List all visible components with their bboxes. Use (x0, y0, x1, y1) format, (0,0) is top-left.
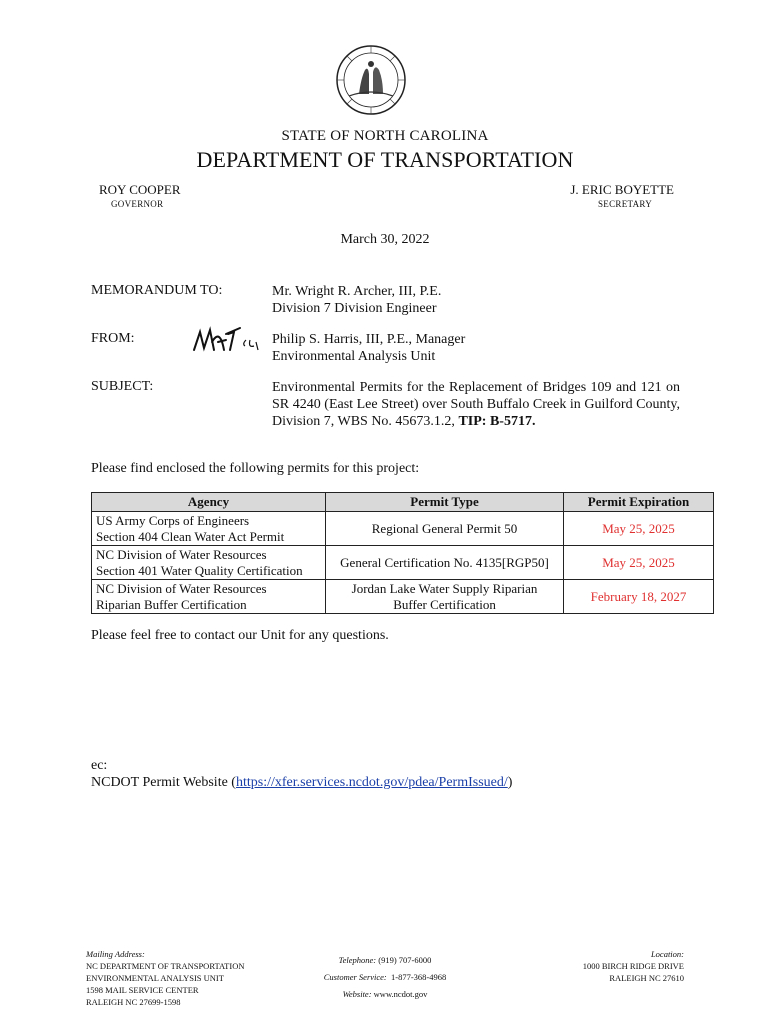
header-permit-type: Permit Type (326, 493, 564, 512)
permit-type-line1: Jordan Lake Water Supply Riparian (351, 580, 538, 596)
footer-location (583, 948, 684, 984)
agency-section: Riparian Buffer Certification (96, 596, 247, 612)
intro-text: Please find enclosed the following permits for this project: (91, 461, 420, 476)
memo-to-label: MEMORANDUM TO: (91, 283, 223, 298)
location-line: RALEIGH NC 27610 (609, 973, 684, 983)
mailing-line: RALEIGH NC 27699-1598 (86, 997, 181, 1007)
telephone-label: Telephone: (338, 955, 377, 965)
agency-cell (92, 546, 326, 580)
ec-label: ec: (91, 758, 108, 773)
sender-unit: Environmental Analysis Unit (272, 349, 436, 364)
memo-date: March 30, 2022 (340, 232, 430, 247)
table-header-row (92, 493, 714, 512)
memo-from-sender (272, 331, 465, 365)
agency-name: NC Division of Water Resources (96, 580, 267, 596)
ec-line (91, 774, 512, 791)
sender-name: Philip S. Harris, III, P.E., Manager (272, 332, 466, 347)
handwritten-signature (190, 320, 270, 360)
website-line (0, 988, 770, 1000)
permit-website-link[interactable]: https://xfer.services.ncdot.gov/pdea/PermIssued/ (235, 775, 508, 790)
memo-to-recipient (272, 283, 441, 317)
governor-title: GOVERNOR (111, 199, 164, 209)
department-heading: DEPARTMENT OF TRANSPORTATION (196, 147, 574, 172)
memo-subject-label: SUBJECT: (91, 379, 154, 394)
website-label: Website: (342, 989, 372, 999)
permit-expiration-cell: February 18, 2027 (564, 580, 714, 614)
website-url: www.ncdot.gov (373, 989, 428, 999)
table-row (92, 512, 714, 546)
recipient-name: Mr. Wright R. Archer, III, P.E. (272, 284, 442, 299)
recipient-title: Division 7 Division Engineer (272, 301, 437, 316)
governor-name: ROY COOPER (99, 182, 181, 197)
location-label: Location: (650, 949, 684, 959)
ec-suffix: ) (507, 775, 513, 790)
header-permit-expiration: Permit Expiration (564, 493, 714, 512)
subject-text: Environmental Permits for the Replacement of Bridges 109 and 121 on SR 4240 (East Lee Street) over South Buffalo Creek in Guilford County, Division 7, WBS No. 45673.1.2, (272, 380, 680, 429)
permit-expiration-cell: May 25, 2025 (564, 546, 714, 580)
state-seal-logo (335, 44, 407, 116)
secretary-name: J. ERIC BOYETTE (570, 182, 674, 197)
telephone-number: (919) 707-6000 (378, 955, 432, 965)
customer-service-label: Customer Service: (323, 972, 387, 982)
agency-section: Section 404 Clean Water Act Permit (96, 528, 285, 544)
agency-cell (92, 512, 326, 546)
agency-name: NC Division of Water Resources (96, 546, 267, 562)
mailing-label: Mailing Address: (86, 949, 145, 959)
closing-text: Please feel free to contact our Unit for any questions. (91, 628, 389, 643)
memo-from-label: FROM: (91, 331, 135, 346)
permit-expiration-cell: May 25, 2025 (564, 512, 714, 546)
permit-type-cell: General Certification No. 4135[RGP50] (326, 546, 564, 580)
state-heading: STATE OF NORTH CAROLINA (281, 128, 489, 144)
agency-cell (92, 580, 326, 614)
table-row (92, 546, 714, 580)
ec-prefix: NCDOT Permit Website ( (91, 775, 236, 790)
permit-type-cell (326, 580, 564, 614)
mailing-line: 1598 MAIL SERVICE CENTER (86, 985, 199, 995)
permits-table (91, 492, 714, 614)
customer-service-number: 1-877-368-4968 (391, 972, 447, 982)
secretary-title: SECRETARY (598, 199, 652, 209)
permit-type-line2: Buffer Certification (393, 596, 496, 612)
header-agency: Agency (92, 493, 326, 512)
mailing-line: ENVIRONMENTAL ANALYSIS UNIT (86, 973, 224, 983)
subject-tip: TIP: B-5717. (458, 414, 536, 429)
ec-section (91, 757, 512, 791)
table-row (92, 580, 714, 614)
agency-name: US Army Corps of Engineers (96, 512, 250, 528)
agency-section: Section 401 Water Quality Certification (96, 562, 303, 578)
memo-subject (272, 379, 680, 430)
mailing-line: NC DEPARTMENT OF TRANSPORTATION (86, 961, 245, 971)
location-line: 1000 BIRCH RIDGE DRIVE (582, 961, 684, 971)
permit-type-cell: Regional General Permit 50 (326, 512, 564, 546)
